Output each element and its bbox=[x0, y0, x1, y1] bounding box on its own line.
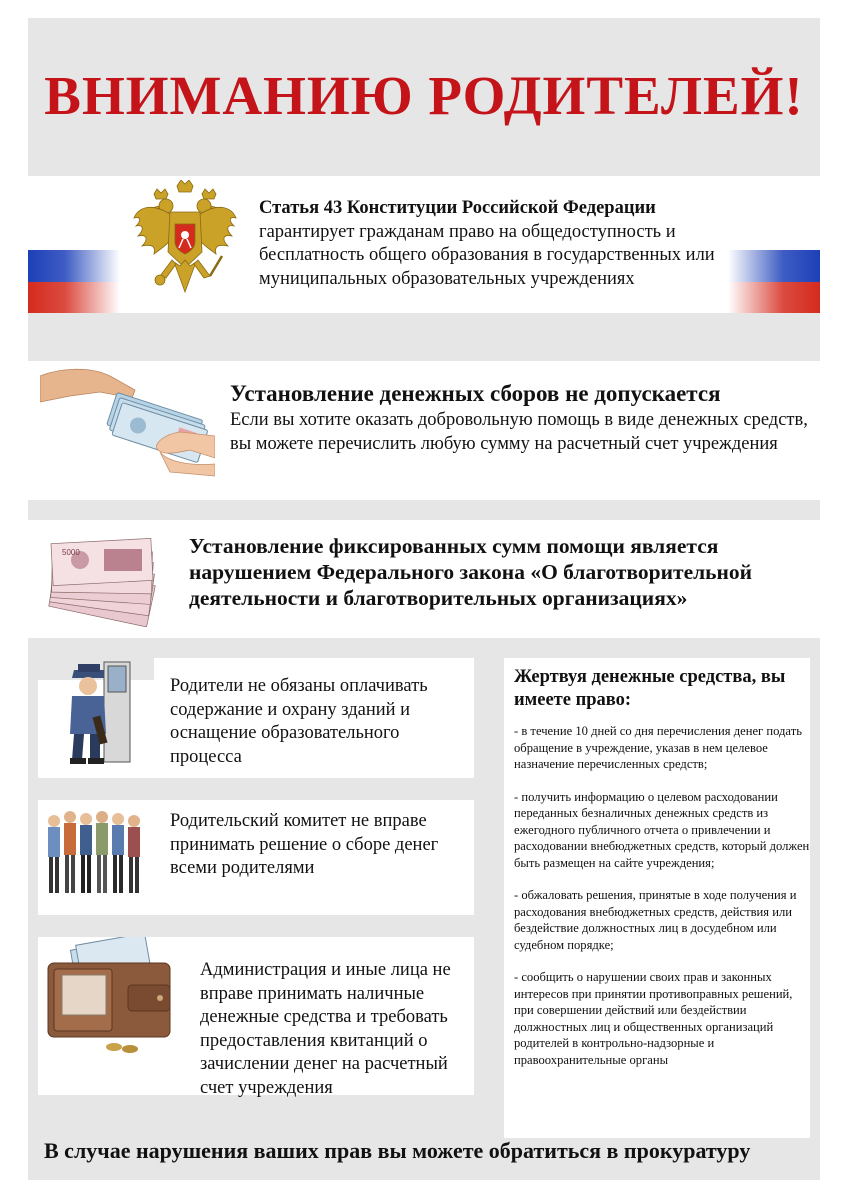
russian-flag-stripe-left bbox=[28, 219, 120, 313]
security-guard-icon bbox=[60, 660, 160, 772]
article-43-body: гарантирует гражданам право на общедоступность и бесплатность общего образования в государственных или муниципальных образовательных учреждениях bbox=[259, 221, 715, 289]
section-divider bbox=[28, 500, 820, 520]
fixed-sums-text: Установление фиксированных сумм помощи является нарушением Федерального закона «О благотворительной деятельности и благотворительных организациях» bbox=[189, 534, 753, 610]
grid-divider bbox=[38, 778, 474, 800]
footer-text: В случае нарушения ваших прав вы можете обратиться в прокуратуру bbox=[44, 1138, 751, 1163]
donor-right-item: - обжаловать решения, принятые в ходе получения и расходования внебюджетных средств, действия или бездействие должностных лиц в досудебном или судебном порядке; bbox=[514, 888, 797, 952]
svg-text:5000: 5000 bbox=[62, 548, 80, 557]
donor-rights-panel bbox=[514, 666, 810, 1084]
wallet-with-money-icon bbox=[44, 937, 182, 1055]
parents-not-obliged-text: Родители не обязаны оплачивать содержание и охрану зданий и оснащение образовательного процесса bbox=[170, 676, 428, 767]
russian-coat-of-arms-icon bbox=[130, 180, 240, 298]
donor-right-item: - сообщить о нарушении своих прав и законных интересов при принятии противоправных решений, при совершении действий или бездействии должностных лиц и общественных организаций родителей в контрольно-надзорные и правоохранительные органы bbox=[514, 970, 793, 1067]
page-title: ВНИМАНИЮ РОДИТЕЛЕЙ! bbox=[44, 65, 804, 126]
donor-right-item: - получить информацию о целевом расходовании переданных безналичных денежных средств из ежегодного публичного отчета о привлечении и расходовании внебюджетных средств, который должен быть размещен на сайте учреждения; bbox=[514, 789, 810, 870]
committee-text: Родительский комитет не вправе принимать решение о сборе денег всеми родителями bbox=[170, 811, 439, 878]
donor-right-item: - в течение 10 дней со дня перечисления денег подать обращение в учреждение, указав в нем целевое назначение перечисленных средств; bbox=[514, 724, 802, 771]
grid-divider bbox=[28, 658, 38, 1138]
grid-divider bbox=[810, 658, 820, 1138]
grid-divider bbox=[38, 915, 474, 937]
crowd-of-people-icon bbox=[44, 807, 144, 897]
fees-text: Если вы хотите оказать добровольную помощь в виде денежных средств, вы можете перечислить любую сумму на расчетный счет учреждения bbox=[230, 410, 808, 454]
article-43-text bbox=[259, 197, 739, 291]
donor-rights-heading: Жертвуя денежные средства, вы имеете право: bbox=[514, 667, 786, 710]
article-43-lead: Статья 43 Конституции Российской Федерации bbox=[259, 198, 656, 218]
ruble-banknotes-icon bbox=[44, 527, 164, 627]
section-divider bbox=[28, 638, 820, 658]
section-divider bbox=[28, 313, 820, 361]
russian-flag-stripe-right bbox=[728, 219, 820, 313]
fees-heading: Установление денежных сборов не допускается bbox=[230, 381, 721, 406]
administration-text: Администрация и иные лица не вправе принимать наличные денежные средства и требовать предоставления квитанций о зачислении денег на расчетный счет учреждения bbox=[200, 960, 451, 1098]
grid-divider bbox=[474, 658, 504, 1138]
hands-passing-money-icon bbox=[40, 366, 215, 478]
grid-divider bbox=[38, 1095, 474, 1138]
